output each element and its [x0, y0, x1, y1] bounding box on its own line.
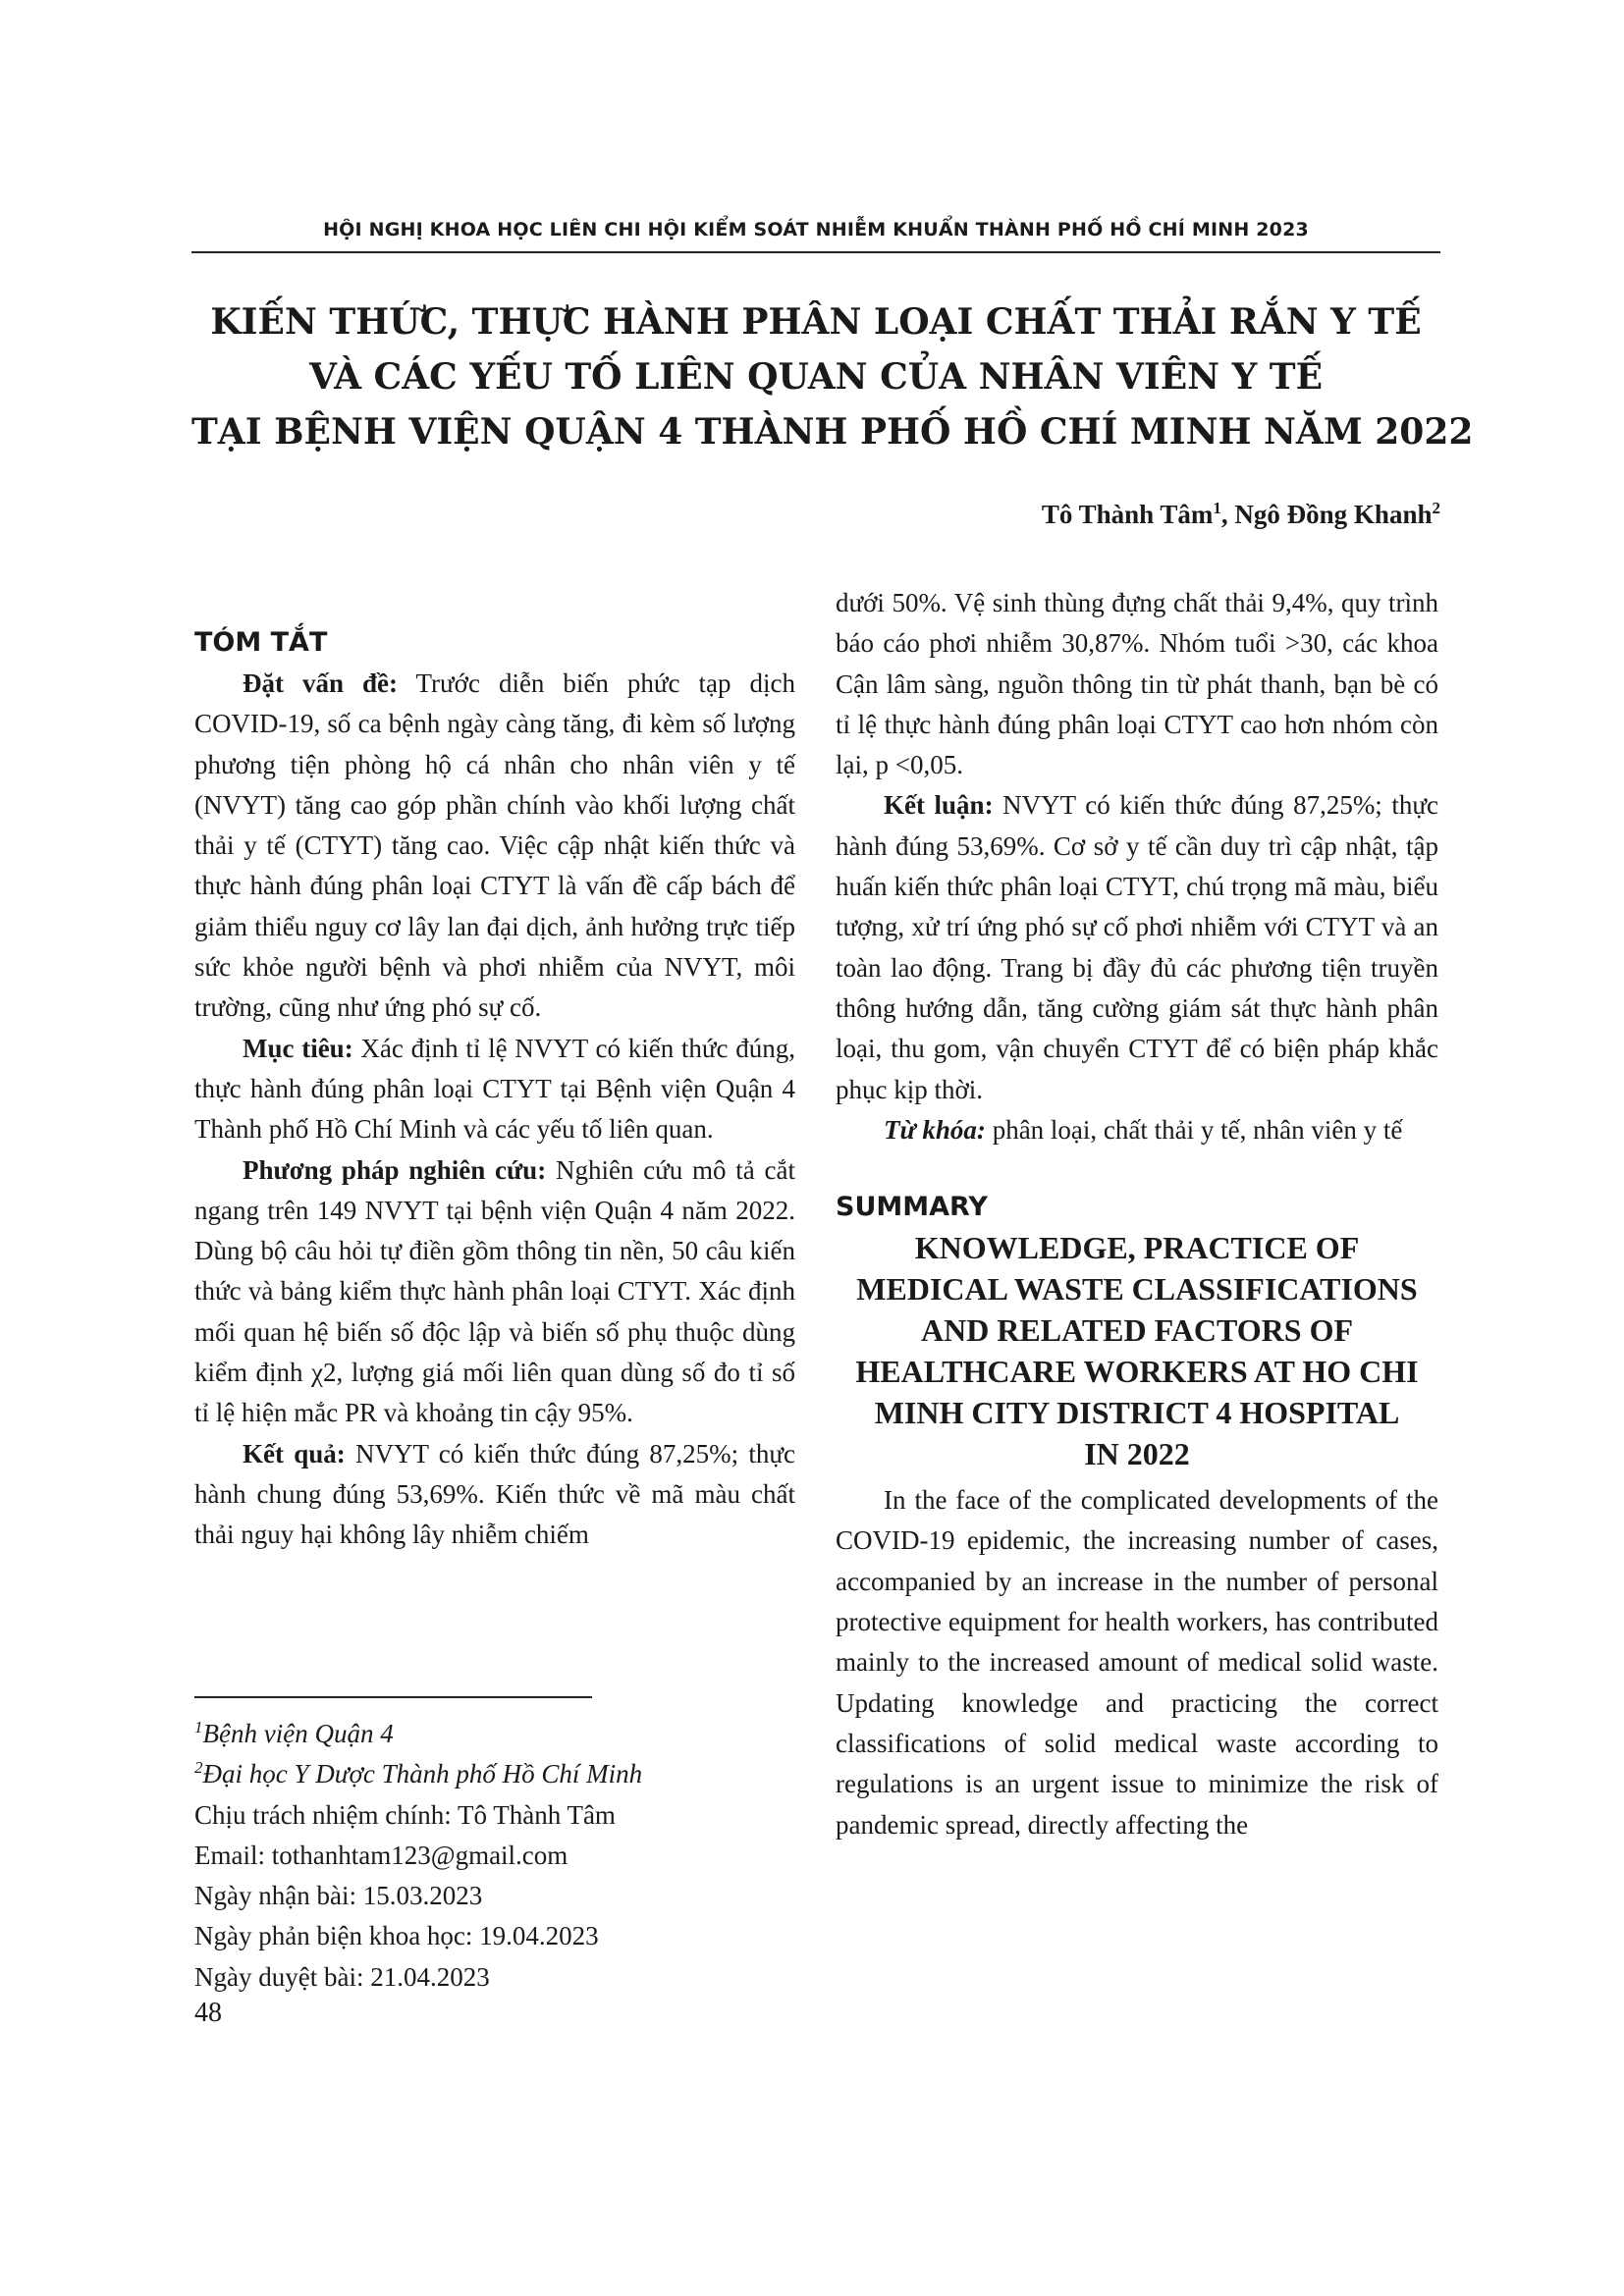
title-line-1: KIẾN THỨC, THỰC HÀNH PHÂN LOẠI CHẤT THẢI RẮN Y TẾ — [210, 301, 1422, 343]
right-column — [836, 583, 1438, 1845]
received-date: Ngày nhận bài: 15.03.2023 — [194, 1881, 483, 1911]
corresponding-author: Chịu trách nhiệm chính: Tô Thành Tâm — [194, 1799, 616, 1830]
background-paragraph — [194, 664, 795, 1029]
footnotes — [194, 1714, 803, 1998]
left-column — [194, 623, 795, 1556]
article-title — [191, 294, 1474, 459]
accepted-date: Ngày duyệt bài: 21.04.2023 — [194, 1961, 490, 1992]
abstract-heading: TÓM TẮT — [194, 627, 328, 658]
methods-label: Phương pháp nghiên cứu: — [243, 1154, 547, 1185]
keywords-label: Từ khóa: — [884, 1114, 986, 1145]
header-divider — [191, 251, 1440, 253]
english-title-line-3: AND RELATED FACTORS OF — [920, 1312, 1354, 1349]
results-label: Kết quả: — [243, 1438, 346, 1468]
title-line-2: VÀ CÁC YẾU TỐ LIÊN QUAN CỦA NHÂN VIÊN Y TẾ — [308, 356, 1324, 398]
affiliation-2-mark: 2 — [194, 1758, 203, 1778]
author-2-affiliation-mark: 2 — [1432, 499, 1440, 517]
conclusion-label: Kết luận: — [884, 790, 994, 821]
affiliation-2 — [194, 1754, 803, 1794]
english-title-line-1: KNOWLEDGE, PRACTICE OF — [914, 1230, 1360, 1266]
conclusion-paragraph — [836, 785, 1438, 1109]
review-date: Ngày phản biện khoa học: 19.04.2023 — [194, 1921, 599, 1951]
affiliation-1 — [194, 1714, 803, 1754]
author-line — [1042, 500, 1440, 530]
english-title-line-5: MINH CITY DISTRICT 4 HOSPITAL — [874, 1395, 1400, 1431]
summary-paragraph: In the face of the complicated developments of the COVID-19 epidemic, the increasing number of cases, accompanied by an increase in the number of personal protective equipment for health workers, has contributed mainly to the increased amount of medical solid waste. Updating knowledge and practicing the correct classifications of solid medical waste according to regulations is an urgent issue to minimize the risk of pandemic spread, directly affecting the — [836, 1485, 1438, 1840]
english-title-line-4: HEALTHCARE WORKERS AT HO CHI — [855, 1354, 1419, 1390]
affiliation-2-text: Đại học Y Dược Thành phố Hồ Chí Minh — [202, 1759, 643, 1789]
english-title-line-6: IN 2022 — [1084, 1436, 1190, 1472]
author-2: Ngô Đồng Khanh — [1234, 500, 1433, 529]
methods-paragraph — [194, 1150, 795, 1434]
page-number: 48 — [194, 1998, 222, 2028]
running-header: HỘI NGHỊ KHOA HỌC LIÊN CHI HỘI KIỂM SOÁT NHIỄM KHUẨN THÀNH PHỐ HỒ CHÍ MINH 2023 — [323, 219, 1309, 240]
keywords-paragraph — [836, 1110, 1438, 1150]
conclusion-text: NVYT có kiến thức đúng 87,25%; thực hành đúng 53,69%. Cơ sở y tế cần duy trì cập nhật, tập huấn kiến thức phân loại CTYT, chú trọng mã màu, biểu tượng, xử trí ứng phó sự cố phơi nhiễm với CTYT và an toàn lao động. Trang bị đầy đủ các phương tiện truyền thông hướng dẫn, tăng cường giám sát thực hành phân loại, thu gom, vận chuyển CTYT để có biện pháp khắc phục kịp thời. — [836, 790, 1438, 1104]
objective-paragraph — [194, 1029, 795, 1150]
footnote-divider — [194, 1696, 592, 1698]
english-title — [836, 1227, 1438, 1474]
english-title-line-2: MEDICAL WASTE CLASSIFICATIONS — [856, 1271, 1418, 1308]
results-text: NVYT có kiến thức đúng 87,25%; thực hành chung đúng 53,69%. Kiến thức về mã màu chất thải nguy hại không lây nhiễm chiếm — [194, 1438, 796, 1550]
author-separator: , — [1220, 500, 1235, 529]
email: Email: tothanhtam123@gmail.com — [194, 1840, 568, 1870]
background-text: Trước diễn biến phức tạp dịch COVID-19, số ca bệnh ngày càng tăng, đi kèm số lượng phương tiện phòng hộ cá nhân cho nhân viên y tế (NVYT) tăng cao góp phần chính vào khối lượng chất thải y tế (CTYT) tăng cao. Việc cập nhật kiến thức và thực hành đúng phân loại CTYT là vấn đề cấp bách để giảm thiểu nguy cơ lây lan đại dịch, ảnh hưởng trực tiếp sức khỏe người bệnh và phơi nhiễm của NVYT, môi trường, cũng như ứng phó sự cố. — [194, 668, 795, 1023]
background-label: Đặt vấn đề: — [243, 668, 398, 698]
results-continued: dưới 50%. Vệ sinh thùng đựng chất thải 9,4%, quy trình báo cáo phơi nhiễm 30,87%. Nhóm tuổi >30, các khoa Cận lâm sàng, nguồn thông tin từ phát thanh, bạn bè có tỉ lệ thực hành đúng phân loại CTYT cao hơn nhóm còn lại, p <0,05. — [836, 588, 1438, 780]
methods-text: Nghiên cứu mô tả cắt ngang trên 149 NVYT tại bệnh viện Quận 4 năm 2022. Dùng bộ câu hỏi tự điền gồm thông tin nền, 50 câu kiến thức và bảng kiểm thực hành phân loại CTYT. Xác định mối quan hệ biến số độc lập và biến số phụ thuộc dùng kiểm định χ2, lượng giá mối liên quan dùng số đo tỉ số tỉ lệ hiện mắc PR và khoảng tin cậy 95%. — [194, 1154, 795, 1428]
results-paragraph — [194, 1434, 795, 1556]
objective-text: Xác định tỉ lệ NVYT có kiến thức đúng, thực hành đúng phân loại CTYT tại Bệnh viện Quận 4 Thành phố Hồ Chí Minh và các yếu tố liên quan. — [194, 1033, 796, 1145]
keywords-text: phân loại, chất thải y tế, nhân viên y tế — [985, 1114, 1403, 1145]
title-line-3: TẠI BỆNH VIỆN QUẬN 4 THÀNH PHỐ HỒ CHÍ MINH NĂM 2022 — [191, 411, 1474, 453]
author-1-affiliation-mark: 1 — [1213, 499, 1221, 517]
affiliation-1-mark: 1 — [194, 1718, 203, 1736]
objective-label: Mục tiêu: — [243, 1033, 353, 1063]
affiliation-1-text: Bệnh viện Quận 4 — [202, 1719, 394, 1748]
summary-heading: SUMMARY — [836, 1192, 988, 1223]
author-1: Tô Thành Tâm — [1041, 500, 1214, 529]
